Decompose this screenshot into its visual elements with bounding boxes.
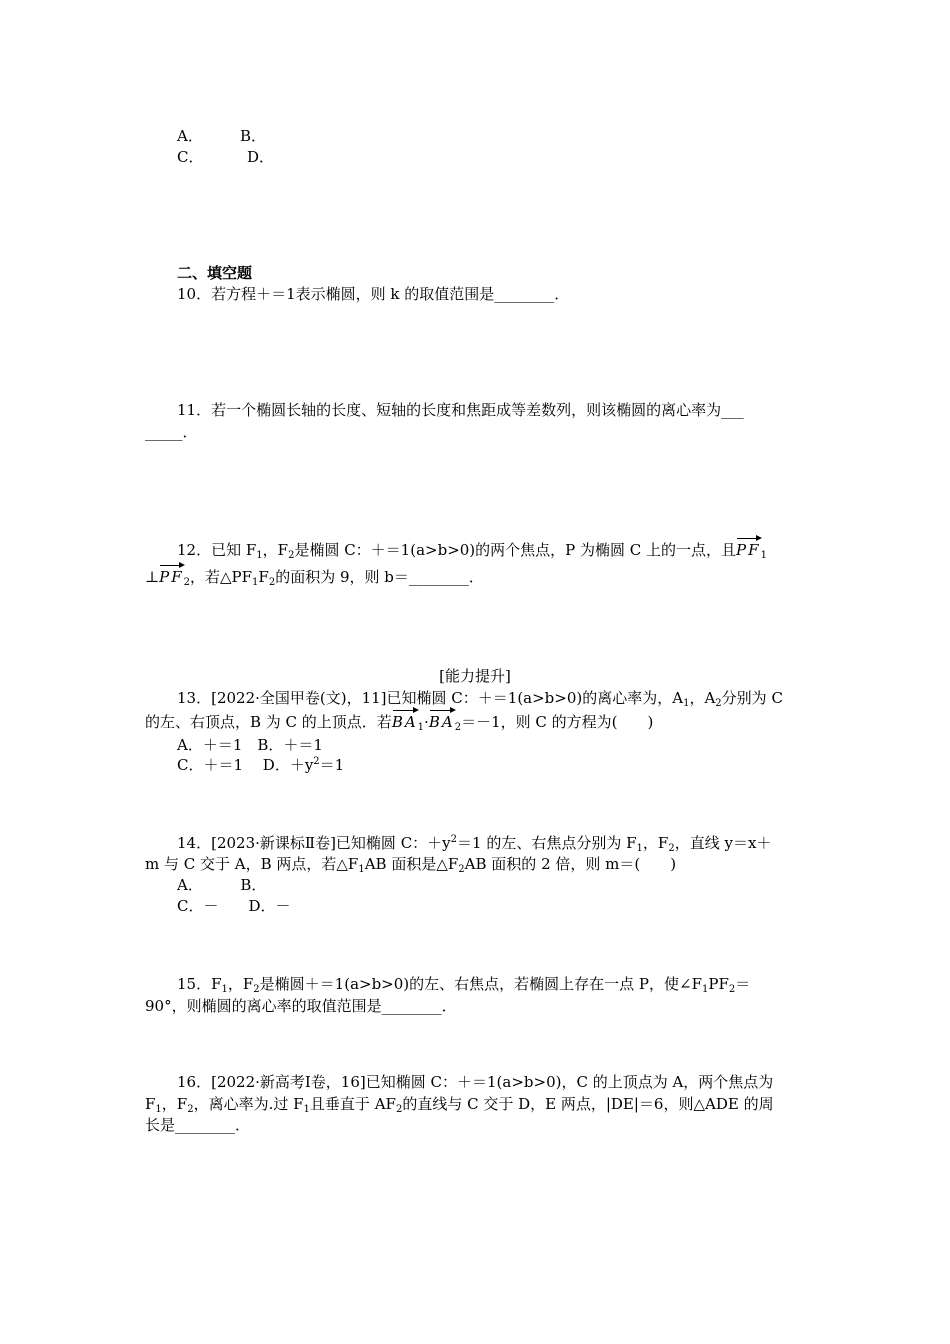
question-13-options-ab: A．＋＝1 B．＋＝1 bbox=[177, 736, 323, 754]
question-14-options-cd: C．－ D．－ bbox=[177, 897, 291, 915]
question-16-line2: $F_1$，$F_2$，离心率为.过 $F_1$且垂直于 $AF_2$的直线与 C 交于 D，E 两点，|DE|＝6，则△ADE 的周 bbox=[145, 1095, 774, 1115]
question-16-line3: 长是________． bbox=[145, 1116, 251, 1134]
vector-pf1: PF bbox=[736, 541, 761, 559]
question-13-line2: 的左、右顶点，B 为 C 的上顶点．若$BA_1\cdot BA_2=-1$，则 C 的方程为( ) bbox=[145, 713, 654, 733]
question-14-line2: m 与 C 交于 A，B 两点，若$\triangle F_1AB$ 面积是$\triangle F_2AB$ 面积的 2 倍，则 m＝( ) bbox=[145, 855, 677, 875]
vector-pf2: PF bbox=[159, 568, 184, 586]
question-11-line2: _____． bbox=[145, 423, 198, 441]
question-15-line1: 15．$F_1$，$F_2$是椭圆＋＝1(a>b>0)的左、右焦点，若椭圆上存在一点 P，使$\angle F_1PF_2=$ bbox=[177, 975, 751, 995]
question-13-line1: 13．[2022·全国甲卷(文)，11]已知椭圆 C：＋＝1(a>b>0)的离心率为，$A_1$，$A_2$分别为 C bbox=[177, 689, 783, 709]
question-15-line2: 90°，则椭圆的离心率的取值范围是________． bbox=[145, 997, 457, 1015]
q9-option-b: B． bbox=[240, 127, 267, 145]
vector-ba1: BA bbox=[391, 713, 418, 731]
question-12-line1: 12．已知 $F_1$，$F_2$是椭圆 C：＋＝1(a>b>0)的两个焦点，P 为椭圆 C 上的一点，且$PF_1$ bbox=[177, 541, 767, 561]
q9-option-d: D． bbox=[247, 148, 275, 166]
section-heading-advance: [能力提升] bbox=[439, 667, 511, 685]
section-heading-fill: 二、填空题 bbox=[177, 264, 253, 282]
question-13-options-cd: C．＋＝1 D．$+y^2=1$ bbox=[177, 756, 345, 774]
question-10: 10．若方程＋＝1表示椭圆，则 k 的取值范围是________． bbox=[177, 285, 570, 303]
vector-ba2: BA bbox=[428, 713, 455, 731]
question-16-line1: 16．[2022·新高考Ⅰ卷，16]已知椭圆 C：＋＝1(a>b>0)，C 的上顶点为 A，两个焦点为 bbox=[177, 1073, 774, 1091]
question-14-line1: 14．[2023·新课标Ⅱ卷]已知椭圆 C：$+y^2=1$ 的左、右焦点分别为 $F_1$，$F_2$，直线 y＝x＋ bbox=[177, 834, 772, 854]
question-11-line1: 11．若一个椭圆长轴的长度、短轴的长度和焦距成等差数列，则该椭圆的离心率为___ bbox=[177, 401, 744, 419]
q9-option-c: C． bbox=[177, 148, 204, 166]
q9-option-a: A． bbox=[177, 127, 203, 145]
question-14-options-ab: A． B． bbox=[177, 876, 267, 894]
question-12-line2: $\perp PF_2$，若$\triangle PF_1F_2$的面积为 9，则 b＝________． bbox=[145, 568, 484, 588]
